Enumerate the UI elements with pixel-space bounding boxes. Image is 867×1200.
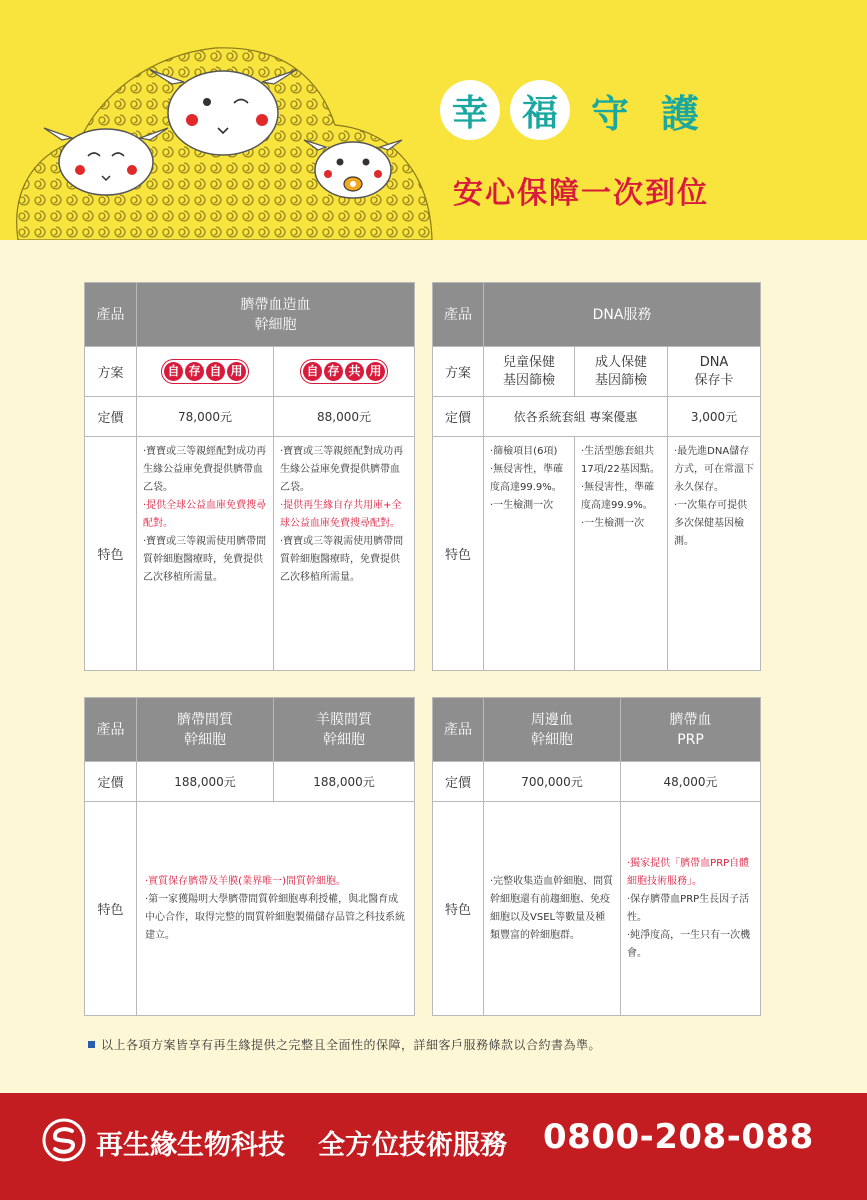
feature-label: 特色 xyxy=(433,802,484,1016)
product-cord-prp: 臍帶血 PRP xyxy=(621,698,761,762)
price-value: 188,000元 xyxy=(274,762,415,802)
product-header-label: 產品 xyxy=(433,283,484,347)
title-char-4: 護 xyxy=(660,91,699,136)
price-value: 700,000元 xyxy=(484,762,621,802)
cord-blood-table xyxy=(84,282,415,671)
footnote: 以上各項方案皆享有再生緣提供之完整且全面性的保障，詳細客戶服務條款以合約書為準。 xyxy=(88,1036,601,1053)
dna-service-table xyxy=(432,282,761,671)
price-label: 定價 xyxy=(85,397,137,437)
price-label: 定價 xyxy=(433,762,484,802)
product-header-label: 產品 xyxy=(85,283,137,347)
feature-text: ‧完整收集造血幹細胞、間質幹細胞還有前趨細胞、免疫細胞以及VSEL等數量及種類豐富的幹細胞群。 xyxy=(484,802,621,1016)
price-value: 依各系統套組 專案優惠 xyxy=(484,397,668,437)
hero-title xyxy=(440,80,710,140)
product-header-label: 產品 xyxy=(433,698,484,762)
plan-label: 方案 xyxy=(433,347,484,397)
product-header-name: DNA服務 xyxy=(484,283,761,347)
product-header-name: 臍帶血造血 幹細胞 xyxy=(137,283,415,347)
feature-text: ‧獨家提供「臍帶血PRP自體細胞技術服務」。 ‧保存臍帶血PRP生長因子活性。 ‧純淨度高，一生只有一次機會。 xyxy=(621,802,761,1016)
feature-text: ‧寶寶或三等親經配對成功再生緣公益庫免費提供臍帶血乙袋。 ‧提供再生緣自存共用庫+全球公益血庫免費搜尋配對。 ‧寶寶或三等親需使用臍帶間質幹細胞醫療時，免費提供乙次移植所需量。 xyxy=(274,437,415,671)
footer-service-text: 全方位技術服務 xyxy=(318,1130,507,1161)
price-label: 定價 xyxy=(433,397,484,437)
sheep-illustration xyxy=(0,0,440,240)
plan-dna-card: DNA 保存卡 xyxy=(668,347,761,397)
price-value: 78,000元 xyxy=(137,397,274,437)
product-header-label: 產品 xyxy=(85,698,137,762)
msc-table xyxy=(84,697,415,1016)
feature-text: ‧寶寶或三等親經配對成功再生緣公益庫免費提供臍帶血乙袋。 ‧提供全球公益血庫免費搜尋配對。 ‧寶寶或三等親需使用臍帶間質幹細胞醫療時，免費提供乙次移植所需量。 xyxy=(137,437,274,671)
price-value: 3,000元 xyxy=(668,397,761,437)
plan-self-storage: 自 存 自 用 xyxy=(137,347,274,397)
price-value: 88,000元 xyxy=(274,397,415,437)
plan-shared-storage: 自 存 共 用 xyxy=(274,347,415,397)
price-value: 48,000元 xyxy=(621,762,761,802)
plan-adult-screening: 成人保健 基因篩檢 xyxy=(575,347,668,397)
plan-child-screening: 兒童保健 基因篩檢 xyxy=(484,347,575,397)
product-peripheral-blood: 周邊血 幹細胞 xyxy=(484,698,621,762)
bullet-square-icon xyxy=(88,1041,95,1048)
title-char-1: 幸 xyxy=(440,80,500,140)
company-logo-icon xyxy=(42,1118,86,1162)
product-amniotic-msc: 羊膜間質 幹細胞 xyxy=(274,698,415,762)
feature-text: ‧最先進DNA儲存方式，可在常溫下永久保存。 ‧一次集存可提供多次保健基因檢測。 xyxy=(668,437,761,671)
product-umbilical-msc: 臍帶間質 幹細胞 xyxy=(137,698,274,762)
feature-label: 特色 xyxy=(85,437,137,671)
price-value: 188,000元 xyxy=(137,762,274,802)
feature-text: ‧篩檢項目(6項) ‧無侵害性，準確度高達99.9%。 ‧一生檢測一次 xyxy=(484,437,575,671)
footer-phone-number[interactable]: 0800-208-088 xyxy=(543,1117,814,1157)
title-char-2: 福 xyxy=(510,80,570,140)
title-char-3: 守 xyxy=(590,91,629,136)
plan-label: 方案 xyxy=(85,347,137,397)
feature-label: 特色 xyxy=(433,437,484,671)
feature-text: ‧生活型態套組共17項/22基因點。 ‧無侵害性，準確度高達99.9%。 ‧一生檢測一次 xyxy=(575,437,668,671)
hero-subtitle: 安心保障一次到位 xyxy=(453,176,709,211)
footer-company-name: 再生緣生物科技 xyxy=(96,1130,285,1161)
feature-text: ‧實質保存臍帶及羊膜(業界唯一)間質幹細胞。 ‧第一家獲陽明大學臍帶間質幹細胞專利授權，與北醫育成中心合作，取得完整的間質幹細胞製備儲存品管之科技系統建立。 xyxy=(137,802,415,1016)
hero-banner xyxy=(0,0,867,240)
feature-label: 特色 xyxy=(85,802,137,1016)
peripheral-prp-table xyxy=(432,697,761,1016)
price-label: 定價 xyxy=(85,762,137,802)
footer-bar xyxy=(0,1093,867,1200)
